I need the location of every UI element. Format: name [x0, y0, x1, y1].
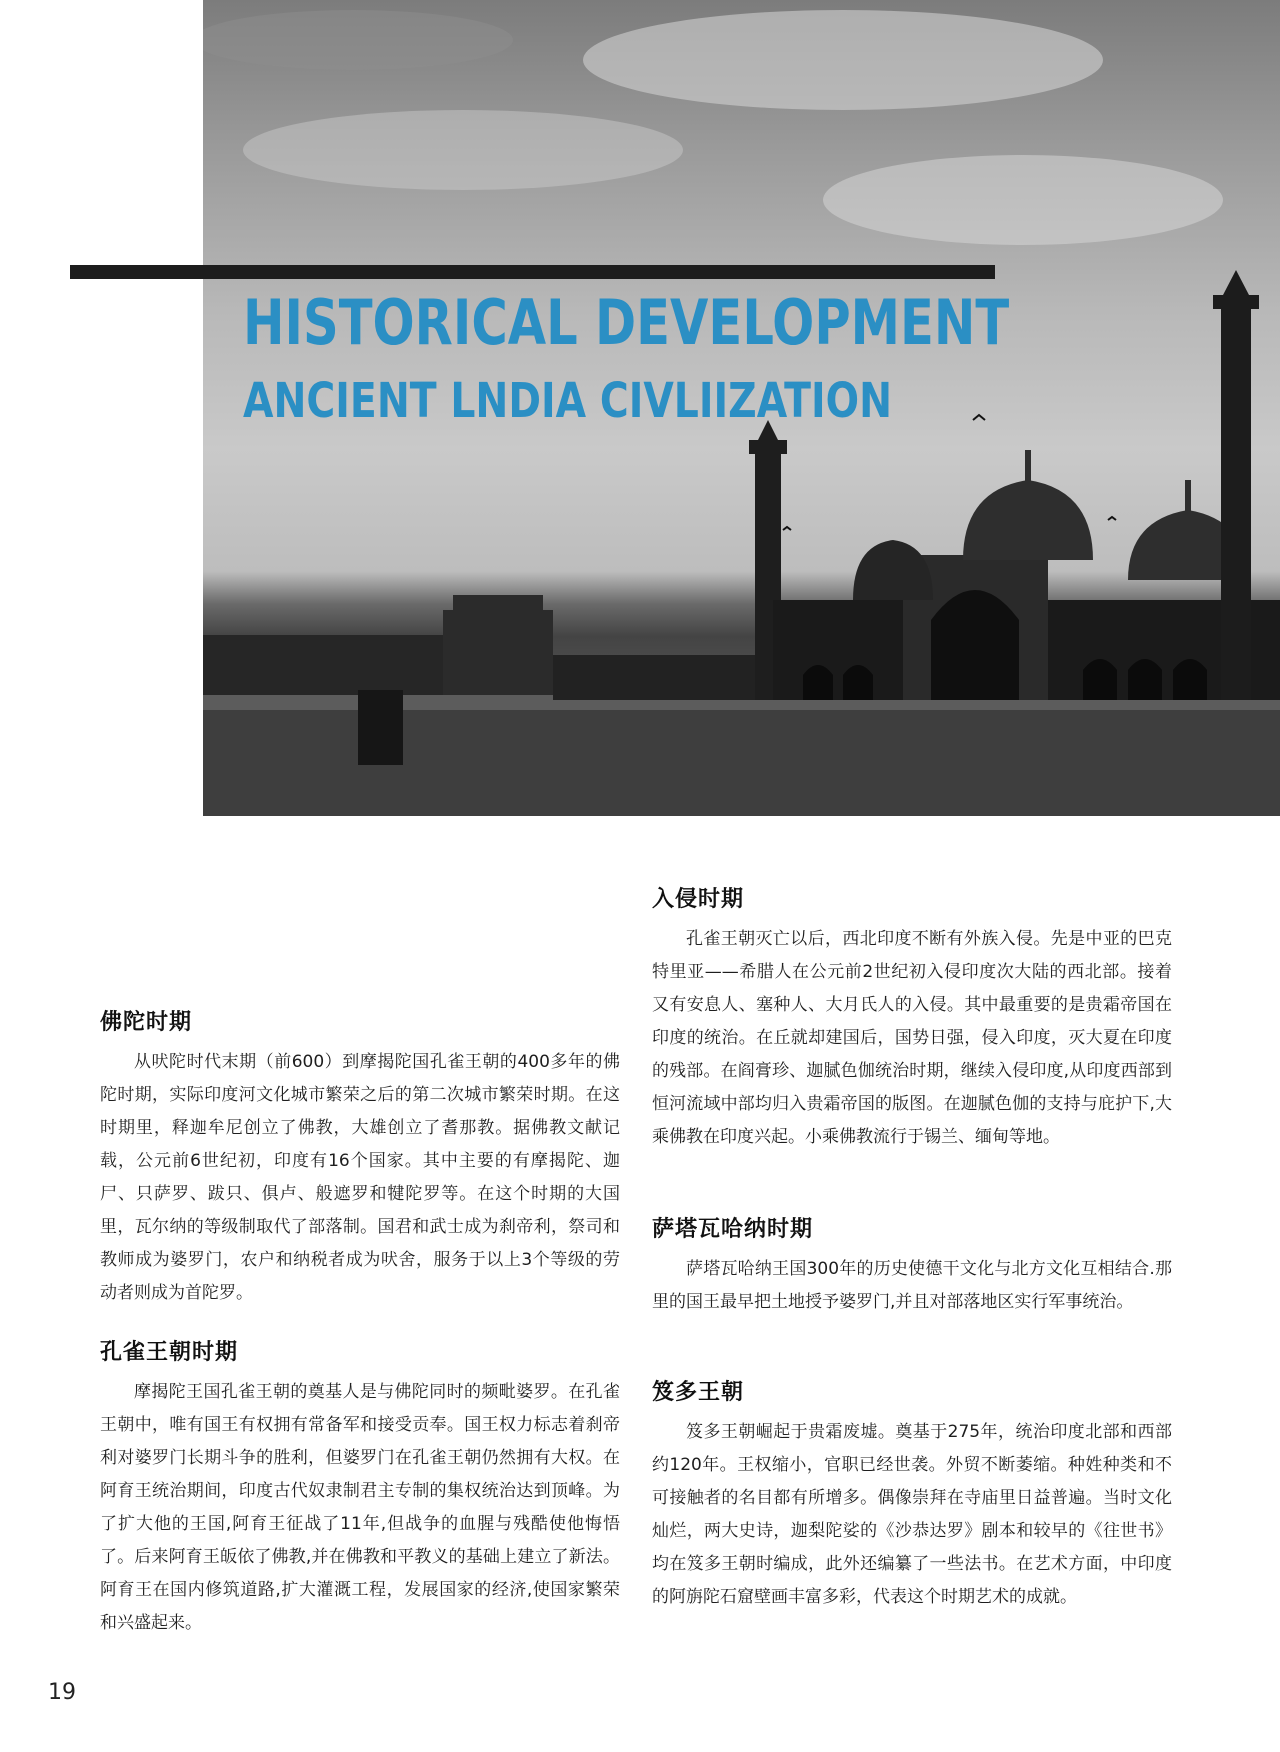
section-buddha: [100, 1005, 620, 1310]
section-body: 从吠陀时代末期（前600）到摩揭陀国孔雀王朝的400多年的佛陀时期，实际印度河文化城市繁荣之后的第二次城市繁荣时期。在这时期里，释迦牟尼创立了佛教，大雄创立了耆那教。据佛教文献记载，公元前6世纪初，印度有16个国家。其中主要的有摩揭陀、迦尸、只萨罗、跋只、俱卢、般遮罗和犍陀罗等。在这个时期的大国里，瓦尔纳的等级制取代了部落制。国君和武士成为刹帝利，祭司和教师成为婆罗门，农户和纳税者成为吠舍，服务于以上3个等级的劳动者则成为首陀罗。: [100, 1052, 620, 1303]
section-body: 摩揭陀王国孔雀王朝的奠基人是与佛陀同时的频毗婆罗。在孔雀王朝中，唯有国王有权拥有常备军和接受贡奉。国王权力标志着刹帝利对婆罗门长期斗争的胜利，但婆罗门在孔雀王朝仍然拥有大权。在阿育王统治期间，印度古代奴隶制君主专制的集权统治达到顶峰。为了扩大他的王国,阿育王征战了11年,但战争的血腥与残酷使他悔悟了。后来阿育王皈依了佛教,并在佛教和平教义的基础上建立了新法。阿育王在国内修筑道路,扩大灌溉工程，发展国家的经济,使国家繁荣和兴盛起来。: [100, 1382, 620, 1633]
section-heading: 笈多王朝: [652, 1380, 745, 1405]
section-heading: 佛陀时期: [100, 1010, 193, 1035]
section-heading: 孔雀王朝时期: [100, 1340, 239, 1365]
section-satavahana: [652, 1212, 1172, 1319]
page-number: 19: [48, 1680, 76, 1705]
section-body: 笈多王朝崛起于贵霜废墟。奠基于275年，统治印度北部和西部约120年。王权缩小，官职已经世袭。外贸不断萎缩。种姓种类和不可接触者的名目都有所增多。偶像崇拜在寺庙里日益普遍。当时文化灿烂，两大史诗，迦梨陀娑的《沙恭达罗》剧本和较早的《往世书》均在笈多王朝时编成，此外还编纂了一些法书。在艺术方面，中印度的阿旃陀石窟壁画丰富多彩，代表这个时期艺术的成就。: [652, 1422, 1172, 1607]
section-gupta: [652, 1375, 1172, 1614]
section-invasion: [652, 882, 1172, 1154]
section-body: 萨塔瓦哈纳王国300年的历史使德干文化与北方文化互相结合.那里的国王最早把土地授予婆罗门,并且对部落地区实行军事统治。: [652, 1259, 1172, 1312]
section-heading: 萨塔瓦哈纳时期: [652, 1217, 814, 1242]
section-body: 孔雀王朝灭亡以后，西北印度不断有外族入侵。先是中亚的巴克特里亚——希腊人在公元前2世纪初入侵印度次大陆的西北部。接着又有安息人、塞种人、大月氏人的入侵。其中最重要的是贵霜帝国在印度的统治。在丘就却建国后，国势日强，侵入印度，灭大夏在印度的残部。在阎膏珍、迦腻色伽统治时期，继续入侵印度,从印度西部到恒河流域中部均归入贵霜帝国的版图。在迦腻色伽的支持与庇护下,大乘佛教在印度兴起。小乘佛教流行于锡兰、缅甸等地。: [652, 929, 1172, 1147]
page-subtitle: ANCIENT LNDIA CIVLIIZATION: [243, 373, 893, 429]
section-maurya: [100, 1335, 620, 1640]
title-bar-divider: [70, 265, 995, 279]
page-title: HISTORICAL DEVELOPMENT: [243, 286, 1010, 359]
section-heading: 入侵时期: [652, 887, 745, 912]
